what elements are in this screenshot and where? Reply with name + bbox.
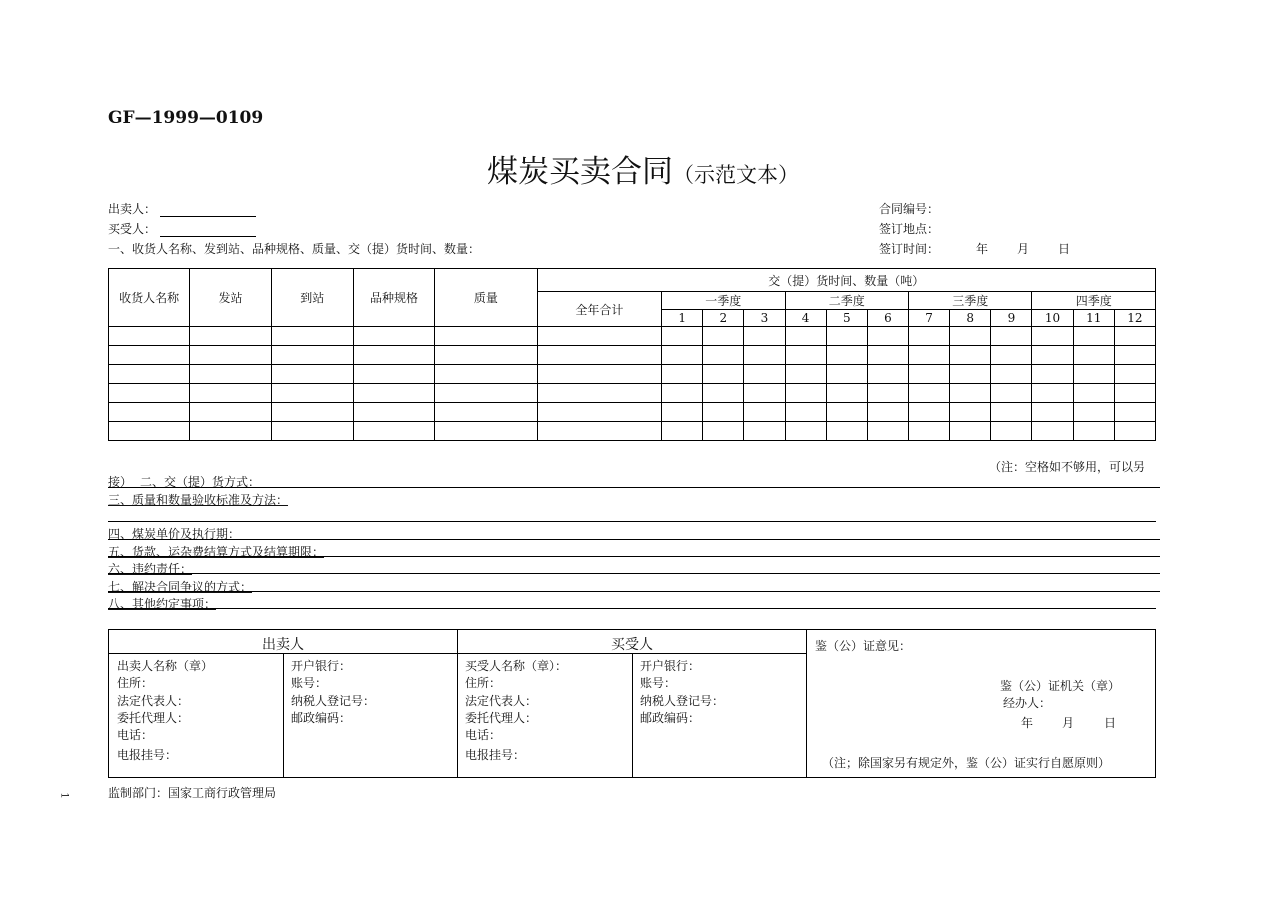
table-cell[interactable] [537, 327, 661, 346]
info-line: 电报挂号： [465, 748, 526, 762]
notary-org: 鉴（公）证机关（章） [1000, 679, 1121, 693]
notary-heading: 鉴（公）证意见： [815, 639, 912, 653]
clause-5: 五、货款、运杂费结算方式及结算期限： [108, 545, 325, 559]
table-note: （注：空格如不够用，可以另 [989, 460, 1146, 474]
clause-3: 三、质量和数量验收标准及方法： [108, 493, 289, 507]
month-8: 8 [950, 310, 991, 327]
table-cell[interactable] [271, 365, 353, 384]
table-cell[interactable] [271, 327, 353, 346]
info-line: 法定代表人： [465, 694, 538, 708]
table-cell[interactable] [950, 384, 991, 403]
clause-2: 二、交（提）货方式： [140, 475, 261, 489]
table-cell[interactable] [662, 365, 703, 384]
table-cell[interactable] [744, 365, 785, 384]
table-cell[interactable] [826, 327, 867, 346]
col-to-station: 到站 [271, 269, 353, 327]
seller-label: 出卖人： [108, 202, 157, 216]
table-cell[interactable] [537, 346, 661, 365]
table-cell[interactable] [1114, 365, 1155, 384]
divider-2 [806, 630, 807, 777]
quarter-4: 四季度 [1032, 292, 1156, 310]
sign-day: 日 [1058, 242, 1071, 256]
table-row [109, 365, 1156, 384]
table-cell[interactable] [1073, 365, 1114, 384]
table-cell[interactable] [1073, 422, 1114, 441]
table-cell[interactable] [826, 346, 867, 365]
info-line: 纳税人登记号： [291, 694, 376, 708]
table-cell[interactable] [1114, 346, 1155, 365]
table-cell[interactable] [909, 403, 950, 422]
table-cell[interactable] [950, 327, 991, 346]
table-cell[interactable] [1073, 346, 1114, 365]
table-cell[interactable] [703, 327, 744, 346]
month-1: 1 [662, 310, 703, 327]
sign-place-label: 签订地点： [879, 222, 940, 236]
table-cell[interactable] [353, 403, 434, 422]
month-10: 10 [1032, 310, 1073, 327]
table-cell[interactable] [271, 403, 353, 422]
info-line: 住所： [465, 676, 502, 690]
seller-underline [160, 204, 256, 217]
table-cell[interactable] [662, 403, 703, 422]
quarter-2: 二季度 [785, 292, 908, 310]
table-cell[interactable] [109, 384, 190, 403]
table-cell[interactable] [109, 403, 190, 422]
month-3: 3 [744, 310, 785, 327]
table-cell[interactable] [662, 327, 703, 346]
table-cell[interactable] [991, 403, 1032, 422]
month-6: 6 [867, 310, 908, 327]
table-cell[interactable] [909, 384, 950, 403]
table-cell[interactable] [785, 384, 826, 403]
clause-7-rule [108, 591, 1160, 592]
info-line: 纳税人登记号： [640, 694, 725, 708]
table-cell[interactable] [991, 327, 1032, 346]
table-cell[interactable] [109, 422, 190, 441]
table-cell[interactable] [991, 346, 1032, 365]
table-cell[interactable] [703, 365, 744, 384]
table-cell[interactable] [744, 403, 785, 422]
table-cell[interactable] [909, 327, 950, 346]
notary-month: 月 [1062, 716, 1075, 730]
month-4: 4 [785, 310, 826, 327]
table-cell[interactable] [950, 346, 991, 365]
info-line: 账号： [640, 676, 677, 690]
info-line: 邮政编码： [291, 711, 352, 725]
table-cell[interactable] [991, 422, 1032, 441]
buyer-heading: 买受人 [611, 637, 653, 653]
table-cell[interactable] [703, 403, 744, 422]
col-year-total: 全年合计 [537, 292, 661, 327]
delivery-table [108, 268, 1156, 441]
table-cell[interactable] [353, 384, 434, 403]
table-cell[interactable] [435, 346, 537, 365]
info-line: 委托代理人： [117, 711, 190, 725]
month-11: 11 [1073, 310, 1114, 327]
table-cell[interactable] [744, 346, 785, 365]
sign-year: 年 [976, 242, 989, 256]
table-cell[interactable] [867, 346, 908, 365]
table-cell[interactable] [744, 422, 785, 441]
table-cell[interactable] [991, 365, 1032, 384]
clause-8-rule [108, 608, 1156, 609]
info-line: 账号： [291, 676, 328, 690]
table-cell[interactable] [537, 422, 661, 441]
table-cell[interactable] [190, 327, 271, 346]
signature-block [108, 629, 1156, 778]
clause-4: 四、煤炭单价及执行期： [108, 527, 241, 541]
table-cell[interactable] [950, 365, 991, 384]
table-cell[interactable] [785, 422, 826, 441]
clause-4-rule [108, 539, 1160, 540]
table-cell[interactable] [435, 384, 537, 403]
table-cell[interactable] [190, 346, 271, 365]
table-cell[interactable] [435, 422, 537, 441]
col-receiver-name: 收货人名称 [109, 269, 190, 327]
table-cell[interactable] [703, 346, 744, 365]
buyer-underline [160, 224, 256, 237]
table-cell[interactable] [109, 346, 190, 365]
table-cell[interactable] [867, 403, 908, 422]
table-cell[interactable] [867, 365, 908, 384]
title-main: 煤炭买卖合同 [487, 154, 673, 190]
seller-field [108, 200, 256, 217]
table-cell[interactable] [785, 327, 826, 346]
clause-5-rule [108, 556, 1160, 557]
document-title [0, 146, 1286, 191]
col-delivery-header: 交（提）货时间、数量（吨） [537, 269, 1155, 292]
table-cell[interactable] [190, 365, 271, 384]
page-number: 1 [58, 792, 70, 799]
table-cell[interactable] [537, 365, 661, 384]
table-cell[interactable] [1073, 384, 1114, 403]
clause-6-rule [108, 573, 1160, 574]
table-cell[interactable] [1114, 422, 1155, 441]
buyer-split [632, 654, 633, 777]
table-cell[interactable] [785, 365, 826, 384]
table-cell[interactable] [537, 384, 661, 403]
month-9: 9 [991, 310, 1032, 327]
info-line: 电话： [117, 728, 154, 742]
table-cell[interactable] [867, 327, 908, 346]
buyer-label: 买受人： [108, 222, 157, 236]
table-cell[interactable] [109, 365, 190, 384]
notary-year: 年 [1021, 716, 1034, 730]
info-line: 开户银行： [640, 659, 701, 673]
table-cell[interactable] [109, 327, 190, 346]
info-line: 出卖人名称（章） [117, 659, 214, 673]
table-cell[interactable] [1114, 384, 1155, 403]
table-cell[interactable] [1032, 365, 1073, 384]
table-cell[interactable] [662, 346, 703, 365]
col-from-station: 发站 [190, 269, 271, 327]
table-cell[interactable] [909, 422, 950, 441]
table-cell[interactable] [1032, 422, 1073, 441]
table-cell[interactable] [662, 422, 703, 441]
clause-1: 一、收货人名称、发到站、品种规格、质量、交（提）货时间、数量： [108, 242, 481, 256]
table-cell[interactable] [271, 346, 353, 365]
table-cell[interactable] [785, 346, 826, 365]
info-line: 住所： [117, 676, 154, 690]
sign-month: 月 [1017, 242, 1030, 256]
clause-2-prefix: 接） [108, 475, 133, 489]
table-cell[interactable] [1114, 403, 1155, 422]
table-cell[interactable] [867, 422, 908, 441]
table-cell[interactable] [826, 403, 867, 422]
table-cell[interactable] [703, 384, 744, 403]
buyer-field [108, 220, 256, 237]
table-cell[interactable] [271, 422, 353, 441]
title-sub: （示范文本） [673, 163, 799, 187]
table-cell[interactable] [353, 365, 434, 384]
col-spec: 品种规格 [353, 269, 434, 327]
table-cell[interactable] [271, 384, 353, 403]
table-cell[interactable] [950, 403, 991, 422]
table-row [109, 384, 1156, 403]
table-cell[interactable] [867, 384, 908, 403]
table-cell[interactable] [435, 403, 537, 422]
quarter-1: 一季度 [662, 292, 785, 310]
table-cell[interactable] [1032, 327, 1073, 346]
table-row [109, 403, 1156, 422]
clause-8: 八、其他约定事项： [108, 597, 217, 611]
table-cell[interactable] [1073, 327, 1114, 346]
info-line: 电话： [465, 728, 502, 742]
notary-note: （注；除国家另有规定外，鉴（公）证实行自愿原则） [822, 756, 1111, 770]
table-cell[interactable] [662, 384, 703, 403]
table-cell[interactable] [744, 327, 785, 346]
document-code: GF—1999—0109 [108, 108, 264, 128]
notary-day: 日 [1104, 716, 1117, 730]
table-cell[interactable] [537, 403, 661, 422]
info-line: 委托代理人： [465, 711, 538, 725]
clause-6: 六、违约责任： [108, 562, 193, 576]
contract-no-label: 合同编号： [879, 202, 940, 216]
clause-7: 七、解决合同争议的方式： [108, 580, 253, 594]
table-cell[interactable] [353, 422, 434, 441]
table-cell[interactable] [909, 346, 950, 365]
table-cell[interactable] [991, 384, 1032, 403]
table-cell[interactable] [826, 422, 867, 441]
table-cell[interactable] [1032, 346, 1073, 365]
clause-2-rule [108, 487, 1160, 488]
info-line: 电报挂号： [117, 748, 178, 762]
footer-supervisor: 监制部门：国家工商行政管理局 [108, 786, 277, 800]
table-cell[interactable] [435, 365, 537, 384]
month-12: 12 [1114, 310, 1155, 327]
table-row [109, 327, 1156, 346]
seller-split [283, 654, 284, 777]
month-7: 7 [909, 310, 950, 327]
table-cell[interactable] [435, 327, 537, 346]
table-cell[interactable] [703, 422, 744, 441]
table-cell[interactable] [826, 365, 867, 384]
info-line: 买受人名称（章）： [465, 659, 568, 673]
info-line: 开户银行： [291, 659, 352, 673]
table-cell[interactable] [950, 422, 991, 441]
month-2: 2 [703, 310, 744, 327]
table-cell[interactable] [826, 384, 867, 403]
table-cell[interactable] [353, 346, 434, 365]
table-cell[interactable] [1114, 327, 1155, 346]
info-line: 邮政编码： [640, 711, 701, 725]
table-cell[interactable] [190, 403, 271, 422]
table-cell[interactable] [744, 384, 785, 403]
quarter-3: 三季度 [909, 292, 1032, 310]
clause-3-rule [108, 521, 1156, 522]
table-cell[interactable] [909, 365, 950, 384]
seller-heading: 出卖人 [262, 637, 304, 653]
notary-agent: 经办人： [1003, 696, 1052, 710]
table-cell[interactable] [1032, 384, 1073, 403]
month-5: 5 [826, 310, 867, 327]
table-cell[interactable] [1073, 403, 1114, 422]
table-cell[interactable] [1032, 403, 1073, 422]
table-row [109, 422, 1156, 441]
table-cell[interactable] [353, 327, 434, 346]
sign-time-label: 签订时间： [879, 242, 940, 256]
table-cell[interactable] [190, 384, 271, 403]
table-row [109, 346, 1156, 365]
table-cell[interactable] [190, 422, 271, 441]
table-cell[interactable] [785, 403, 826, 422]
col-quality: 质量 [435, 269, 537, 327]
info-line: 法定代表人： [117, 694, 190, 708]
